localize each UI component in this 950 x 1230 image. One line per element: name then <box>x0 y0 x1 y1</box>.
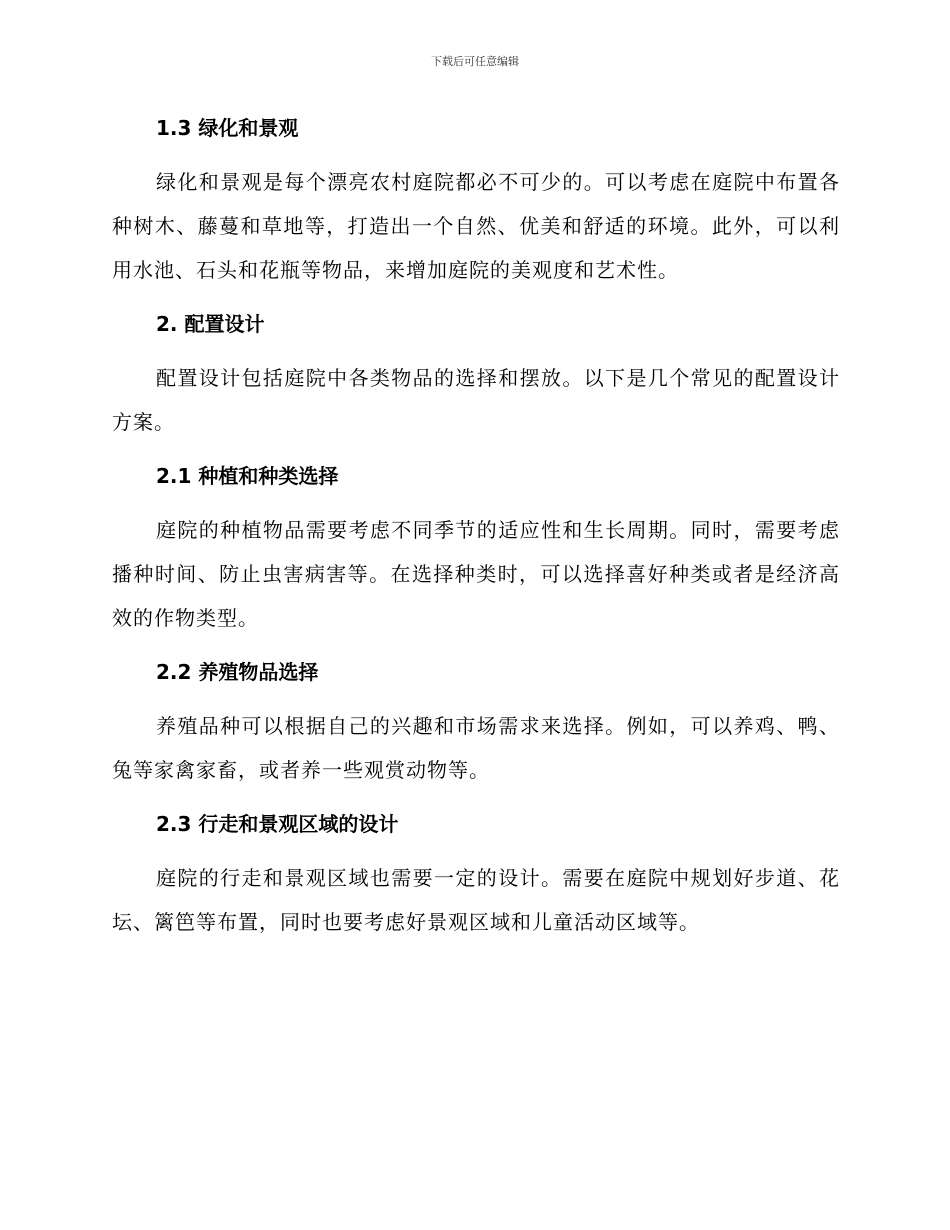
section-heading-2-3: 2.3 行走和景观区域的设计 <box>156 812 399 836</box>
header-note: 下载后可任意编辑 <box>431 55 519 68</box>
section-body-2-1: 庭院的种植物品需要考虑不同季节的适应性和生长周期。同时，需要考虑播种时间、防止虫害病害等。在选择种类时，可以选择喜好种类或者是经济高效的作物类型。 <box>112 518 840 630</box>
section-body-2-3: 庭院的行走和景观区域也需要一定的设计。需要在庭院中规划好步道、花坛、篱笆等布置，同时也要考虑好景观区域和儿童活动区域等。 <box>112 866 840 934</box>
section-heading-2-2: 2.2 养殖物品选择 <box>156 660 319 684</box>
section-heading-1-3: 1.3 绿化和景观 <box>156 116 299 140</box>
section-heading-2-1: 2.1 种植和种类选择 <box>156 464 339 488</box>
document-content <box>112 110 840 958</box>
section-body-2: 配置设计包括庭院中各类物品的选择和摆放。以下是几个常见的配置设计方案。 <box>112 366 840 434</box>
section-body-1-3: 绿化和景观是每个漂亮农村庭院都必不可少的。可以考虑在庭院中布置各种树木、藤蔓和草地等，打造出一个自然、优美和舒适的环境。此外，可以利用水池、石头和花瓶等物品，来增加庭院的美观度和艺术性。 <box>112 170 840 282</box>
section-body-2-2: 养殖品种可以根据自己的兴趣和市场需求来选择。例如，可以养鸡、鸭、兔等家禽家畜，或者养一些观赏动物等。 <box>112 714 840 782</box>
section-heading-2: 2. 配置设计 <box>156 312 265 336</box>
